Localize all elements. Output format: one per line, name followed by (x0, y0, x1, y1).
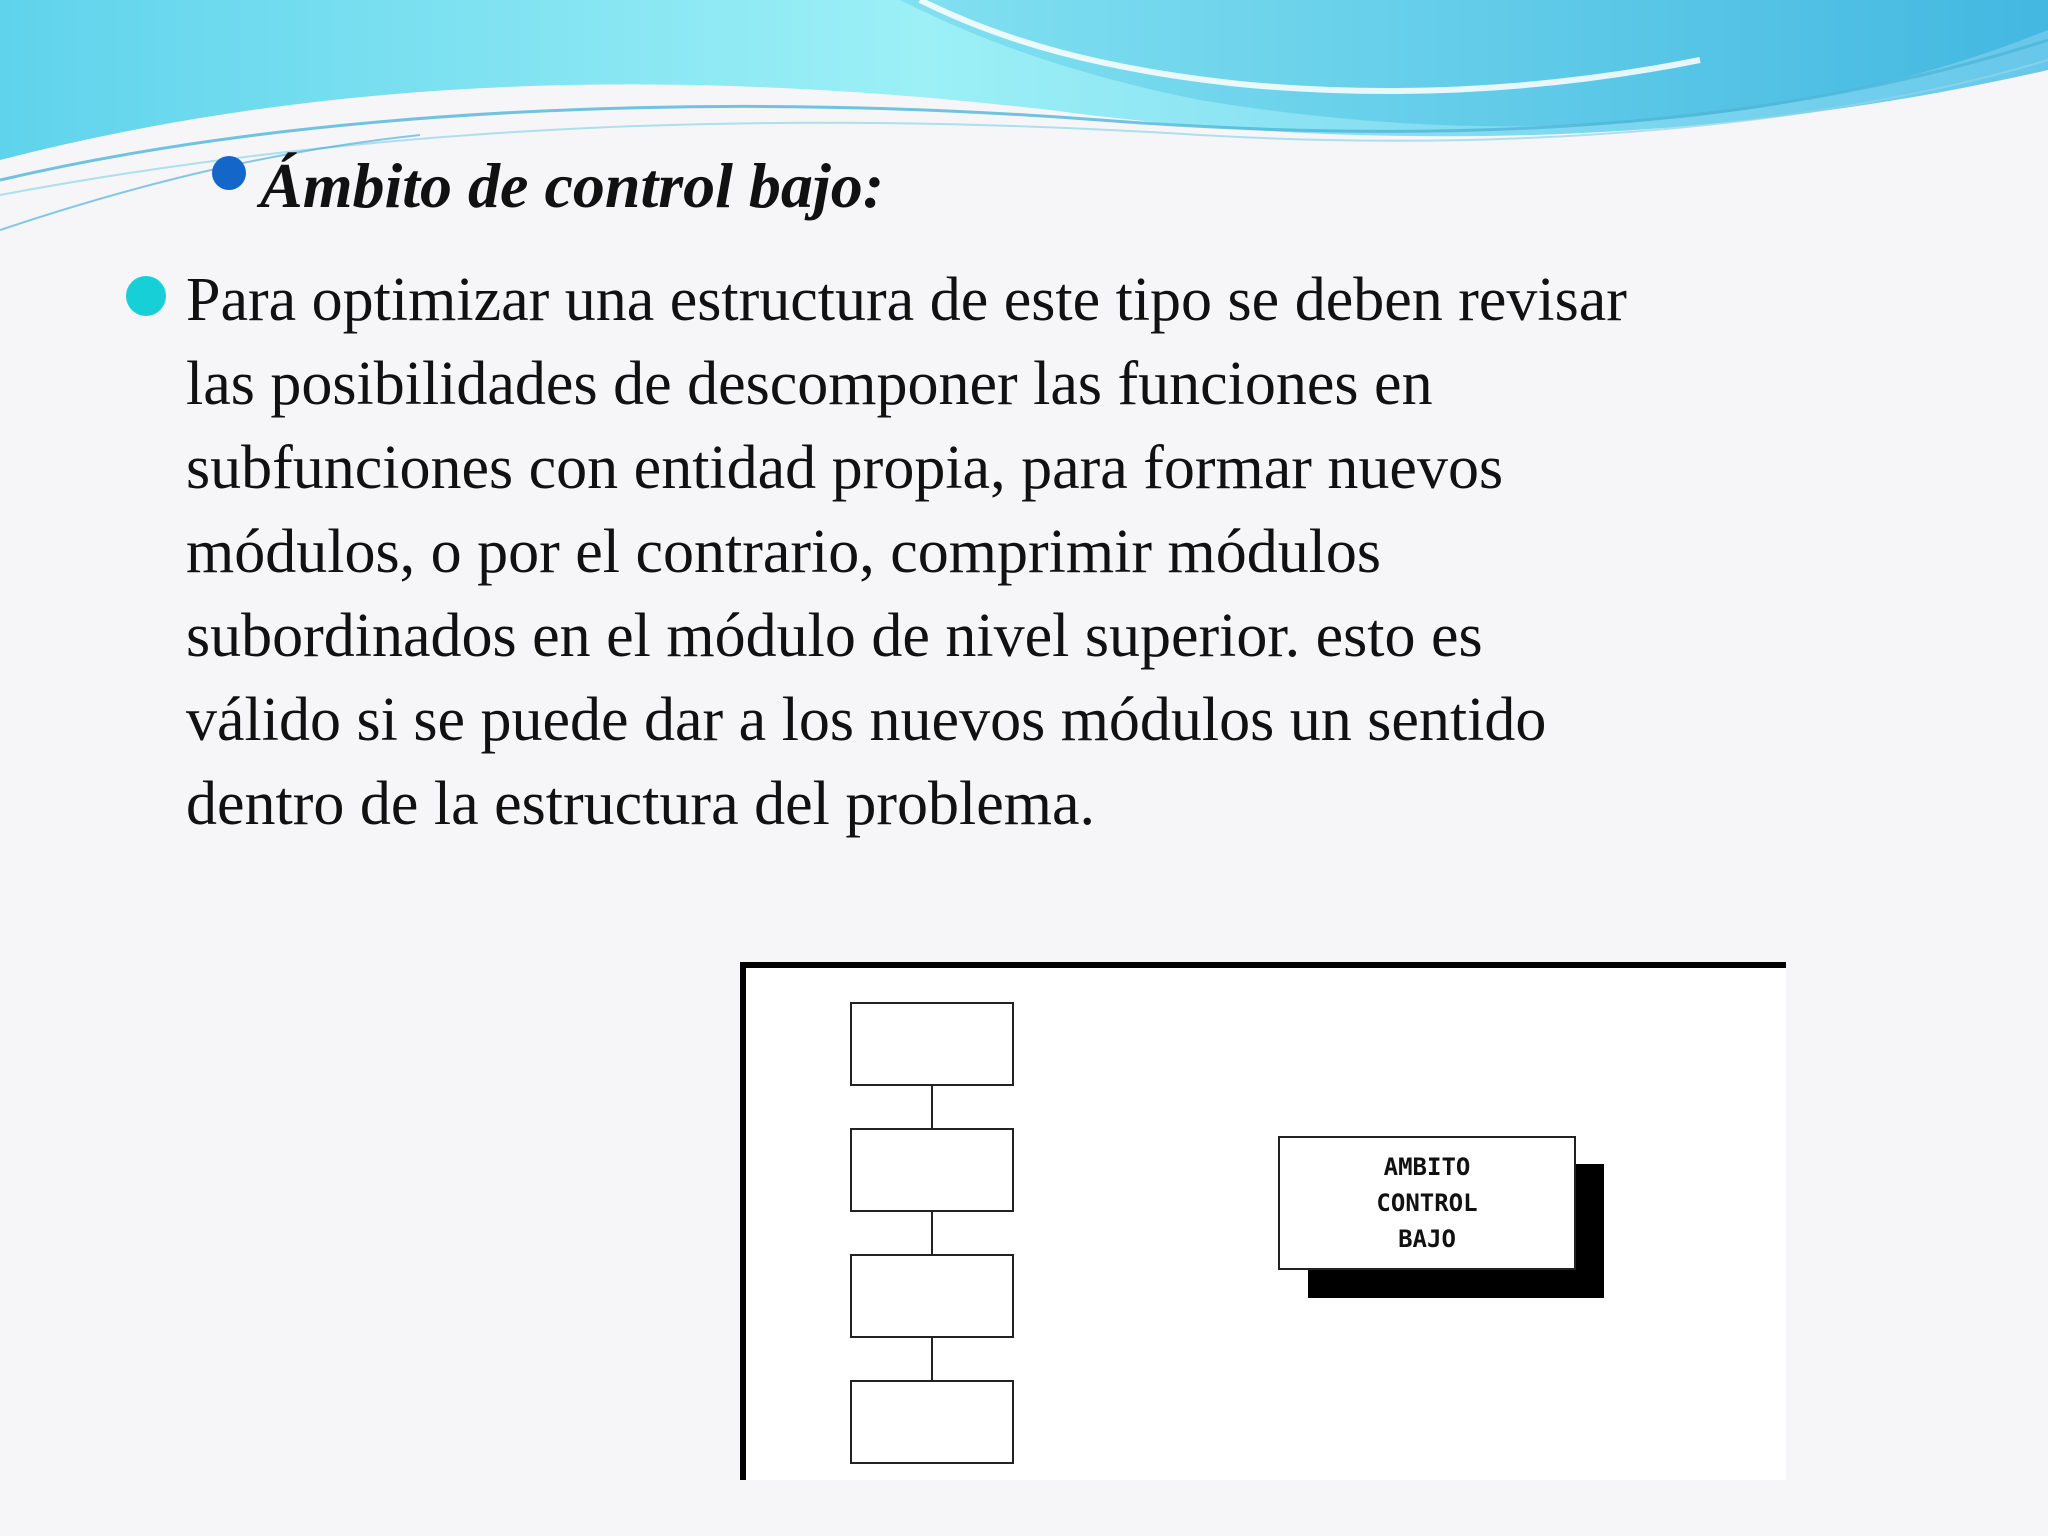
diagram-connector (931, 1086, 933, 1128)
heading-bullet-icon (212, 156, 246, 190)
heading-text: Ámbito de control bajo: (260, 150, 884, 221)
diagram-label-line: CONTROL (1376, 1189, 1478, 1217)
diagram-module-box (850, 1002, 1014, 1086)
body-paragraph: Para optimizar una estructura de este tipo se deben revisar las posibilidades de descomponer las funciones en subfunciones con entidad propia, para formar nuevos módulos, o por el contrario, comprimir módulos subordinados en el módulo de nivel superior. esto es válido si se puede dar a los nuevos módulos un sentido dentro de la estructura del problema. (186, 266, 1627, 838)
control-span-diagram (740, 962, 1786, 1480)
body-bullet-list (126, 258, 1946, 846)
diagram-label-line: AMBITO (1383, 1153, 1471, 1181)
slide-heading (212, 146, 884, 226)
diagram-label-line: BAJO (1398, 1225, 1456, 1253)
diagram-connector (931, 1338, 933, 1380)
diagram-module-box (850, 1254, 1014, 1338)
diagram-module-box (850, 1128, 1014, 1212)
diagram-connector (931, 1212, 933, 1254)
diagram-module-box (850, 1380, 1014, 1464)
diagram-label-box (1278, 1136, 1576, 1270)
body-bullet-icon (126, 276, 166, 316)
